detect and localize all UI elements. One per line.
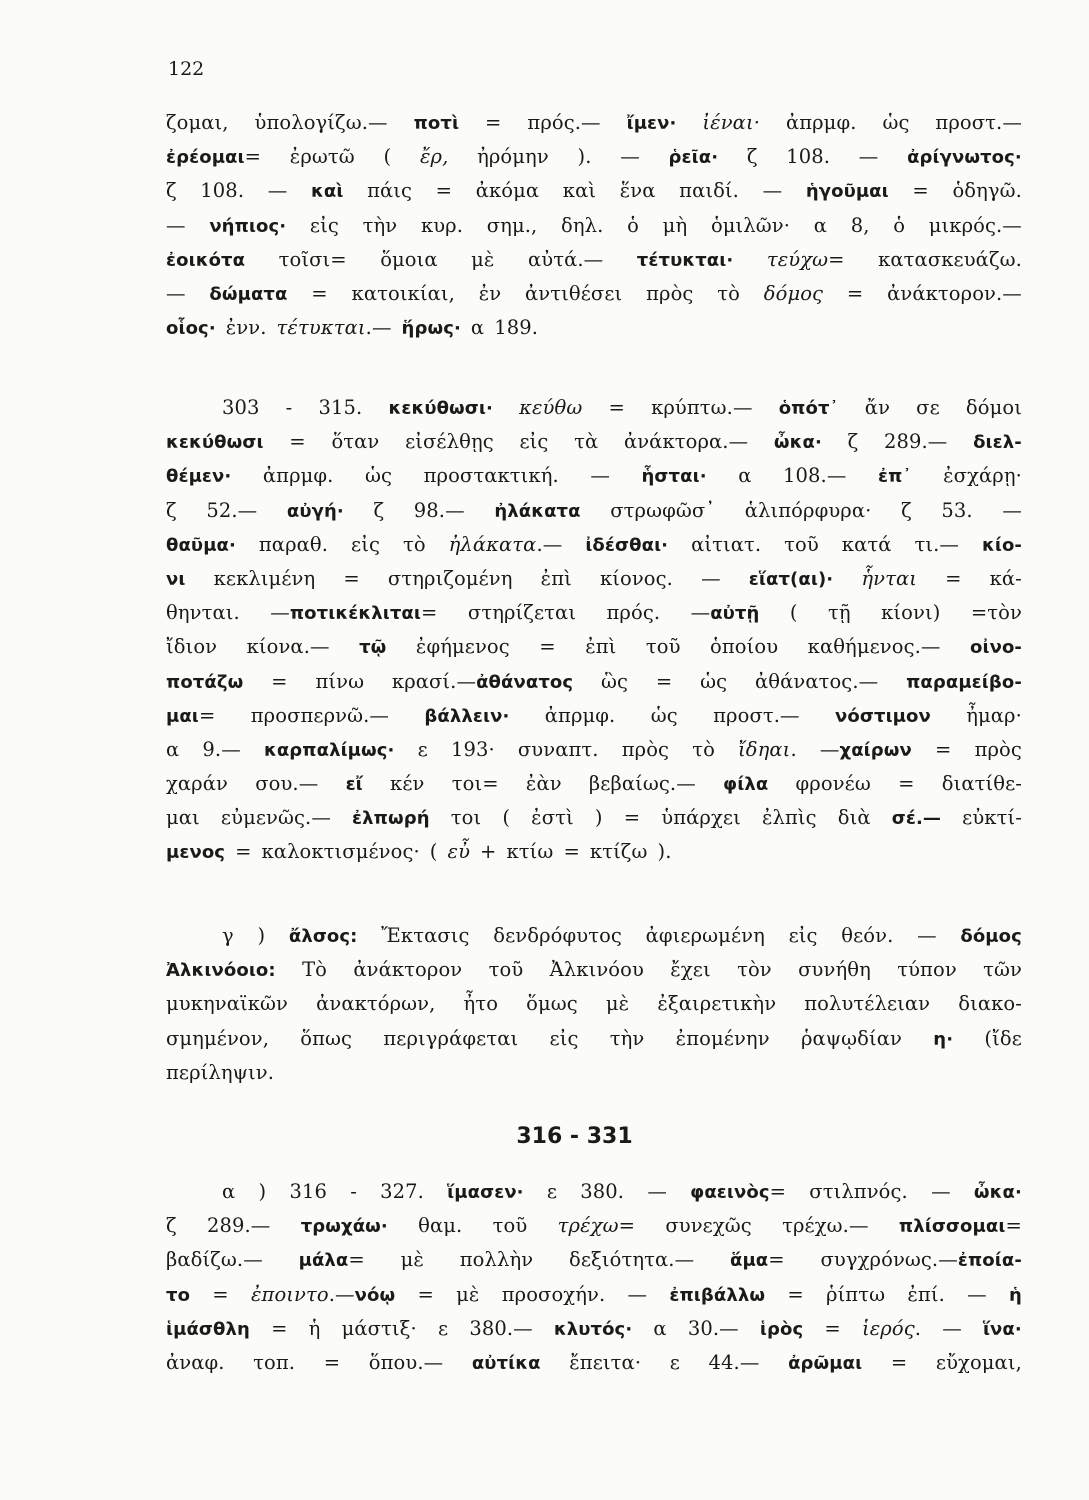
text-line: θαῦμα· παραθ. εἰς τὸ ἠλάκατα.— ἰδέσθαι· αἰτιατ. τοῦ κατά τι.— κίο- [166,532,1022,556]
text-line: ἐοικότα τοῖσι= ὅμοια μὲ αὐτά.— τέτυκται· τεύχω= κατασκευάζω. [166,247,1022,271]
text-line: ζ 52.— αὐγή· ζ 98.— ἠλάκατα στρωφῶσ᾽ ἁλιπόρφυρα· ζ 53. — [166,498,1022,522]
text-line: Ἀλκινόοιο: Τὸ ἀνάκτορον τοῦ Ἀλκινόου ἔχει τὸν συνήθη τύπον τῶν [166,958,1022,982]
page-number: 122 [168,58,205,80]
text-line: το = ἐποιντο.—νόῳ = μὲ προσοχήν. — ἐπιβάλλω = ῥίπτω ἐπί. — ἡ [166,1282,1022,1306]
text-line: α 9.— καρπαλίμως· ε 193· συναπτ. πρὸς τὸ ἴδηαι. —χαίρων = πρὸς [166,737,1022,761]
text-line: νι κεκλιμένη = στηριζομένη ἐπὶ κίονος. — εἵατ(αι)· ἧνται = κά- [166,566,1022,590]
text-line: θέμεν· ἀπρμφ. ὡς προστακτική. — ἧσται· α 108.— ἐπ᾽ ἐσχάρῃ· [166,464,1022,488]
text-line: ζ 108. — καὶ πάις = ἀκόμα καὶ ἕνα παιδί. — ἡγοῦμαι = ὁδηγῶ. [166,179,1022,203]
section-heading: 316 - 331 [516,1124,633,1149]
text-line: ἴδιον κίονα.— τῷ ἐφήμενος = ἐπὶ τοῦ ὁποίου καθήμενος.— οἰνο- [166,635,1022,659]
text-line: μαι εὐμενῶς.— ἐλπωρή τοι ( ἐστὶ ) = ὑπάρχει ἐλπὶς διὰ σέ.— εὐκτί- [166,806,1022,830]
text-line: μυκηναϊκῶν ἀνακτόρων, ἦτο ὅμως μὲ ἐξαιρετικὴν πολυτέλειαν διακο- [166,992,1022,1016]
text-line: ἀναφ. τοπ. = ὅπου.— αὐτίκα ἔπειτα· ε 44.— ἀρῶμαι = εὔχομαι, [166,1350,1022,1374]
text-line: ζομαι, ὑπολογίζω.— ποτὶ = πρός.— ἴμεν· ἰέναι· ἀπρμφ. ὡς προστ.— [166,111,1022,134]
paragraph-section-gamma [166,924,1022,1095]
paragraph-glossary-303-315 [166,396,1022,875]
text-line: ἱμάσθλη = ἡ μάστιξ· ε 380.— κλυτός· α 30.— ἱρὸς = ἱερός. — ἵνα· [166,1316,1022,1340]
paragraph-glossary-1 [166,111,1022,350]
paragraph-glossary-316-327 [166,1180,1022,1385]
text-line: — νήπιος· εἰς τὴν κυρ. σημ., δηλ. ὁ μὴ ὁμιλῶν· α 8, ὁ μικρός.— [166,213,1022,237]
text-line: βαδίζω.— μάλα= μὲ πολλὴν δεξιότητα.— ἅμα= συγχρόνως.—ἐποία- [166,1248,1022,1272]
text-line: — δώματα = κατοικίαι, ἐν ἀντιθέσει πρὸς τὸ δόμος = ἀνάκτορον.— [166,281,1022,305]
text-line: α ) 316 - 327. ἵμασεν· ε 380. — φαεινὸς= στιλπνός. — ὦκα· [222,1180,1022,1203]
text-line: μαι= προσπερνῶ.— βάλλειν· ἀπρμφ. ὡς προστ.— νόστιμον ἦμαρ· [166,703,1022,727]
text-line: 303 - 315. κεκύθωσι· κεύθω = κρύπτω.— ὁπότ᾽ ἄν σε δόμοι [222,396,1022,419]
text-line: γ ) ἄλσος: Ἔκτασις δενδρόφυτος ἀφιερωμένη εἰς θεόν. — δόμος [222,924,1022,947]
text-line: σμημένον, ὅπως περιγράφεται εἰς τὴν ἐπομένην ῥαψῳδίαν η· (ἴδε [166,1026,1022,1050]
text-line: μενος = καλοκτισμένος· ( εὖ + κτίω = κτίζω ). [166,840,672,864]
text-line: ποτάζω = πίνω κρασί.—ἀθάνατος ὣς = ὡς ἀθάνατος.— παραμείβο- [166,669,1022,693]
text-line: οἷος· ἐνν. τέτυκται.— ἥρως· α 189. [166,316,539,340]
text-line: ἐρέομαι= ἐρωτῶ ( ἔρ, ἠρόμην ). — ῥεῖα· ζ 108. — ἀρίγνωτος· [166,145,1022,169]
text-line: θηνται. —ποτικέκλιται= στηρίζεται πρός. —αὐτῇ ( τῇ κίονι) =τὸν [166,601,1022,625]
text-line: περίληψιν. [166,1060,275,1084]
text-line: χαράν σου.— εἴ κέν τοι= ἐὰν βεβαίως.— φίλα φρονέω = διατίθε- [166,772,1022,796]
text-line: ζ 289.— τρωχάω· θαμ. τοῦ τρέχω= συνεχῶς τρέχω.— πλίσσομαι= [166,1214,1022,1238]
text-line: κεκύθωσι = ὅταν εἰσέλθῃς εἰς τὰ ἀνάκτορα.— ὦκα· ζ 289.— διελ- [166,430,1022,454]
